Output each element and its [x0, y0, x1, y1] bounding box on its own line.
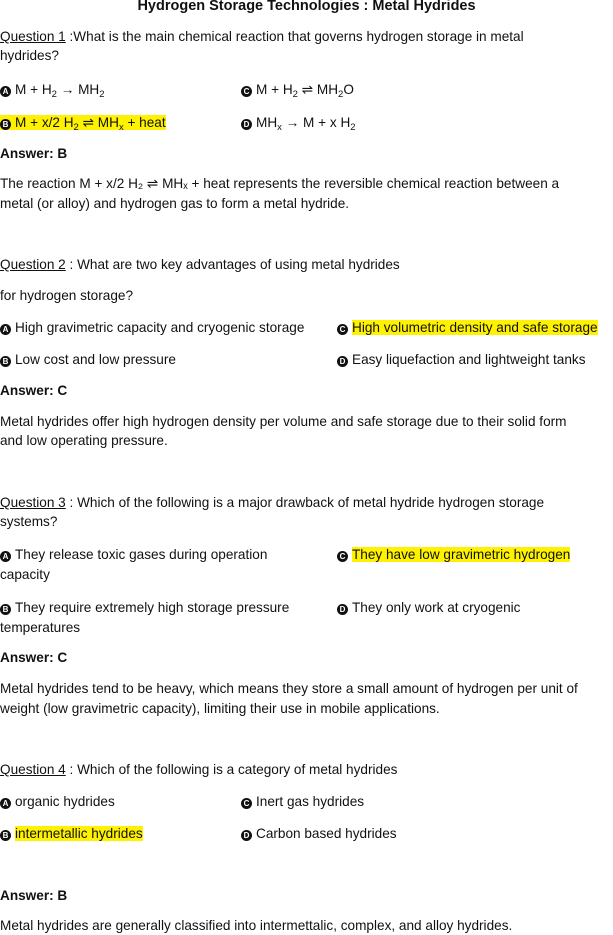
- option-b-badge-icon: B: [0, 119, 11, 130]
- question-1-text-cont: hydrides?: [0, 48, 59, 63]
- q1-option-d: D $MH_x \to M + x$ $H_2$: [241, 114, 356, 132]
- question-3-label: Question 3: [0, 495, 66, 510]
- option-d-badge-icon: D: [241, 830, 252, 841]
- option-b-badge-icon: B: [0, 356, 11, 367]
- q3-answer: Answer: C: [0, 650, 68, 665]
- option-d-badge-icon: D: [241, 119, 252, 130]
- q1-explanation-line1: The reaction M + x/2 H₂ ⇌ MHₓ + heat represents the reversible chemical reaction between a: [0, 176, 560, 191]
- q3-option-a: [0, 546, 267, 564]
- q3-option-b-cont: temperatures: [0, 620, 81, 635]
- option-b-badge-icon: B: [0, 604, 11, 615]
- q3-explanation-line2: weight (low gravimetric capacity), limiting their use in mobile applications.: [0, 701, 440, 716]
- q3-option-c: [337, 546, 570, 564]
- q3-option-a-cont: capacity: [0, 567, 50, 582]
- q2-explanation-line1: Metal hydrides offer high hydrogen density per volume and safe storage due to their solid form: [0, 414, 567, 429]
- q4-option-d: [241, 825, 397, 843]
- q1-option-b-highlight: B M + x/2 $H_2$ ⇌ $MH_x$ + heat: [0, 115, 166, 130]
- question-3-text-cont: systems?: [0, 514, 58, 529]
- q2-option-d: [337, 351, 586, 369]
- q2-option-b: [0, 351, 176, 369]
- q3-option-a-text: They release toxic gases during operation: [15, 547, 268, 562]
- q3-explanation-line1: Metal hydrides tend to be heavy, which means they store a small amount of hydrogen per unit of: [0, 681, 578, 696]
- q3-option-c-text: They have low gravimetric hydrogen: [352, 547, 571, 562]
- question-3-text: : Which of the following is a major drawback of metal hydride hydrogen storage: [65, 495, 545, 510]
- question-4-label: Question 4: [0, 762, 66, 777]
- q1-explanation-line2: metal (or alloy) and hydrogen gas to form a metal hydride.: [0, 196, 350, 211]
- q4-explanation-line1: Metal hydrides are generally classified into intermettalic, complex, and alloy hydrides.: [0, 918, 513, 933]
- q3-option-d-text: They only work at cryogenic: [352, 600, 521, 615]
- option-a-badge-icon: A: [0, 86, 11, 97]
- q1-option-c: C $M + H_2$ ⇌ $MH_2O$: [241, 81, 354, 99]
- q2-option-c: [337, 319, 598, 337]
- question-1: [0, 28, 524, 46]
- q4-answer: Answer: B: [0, 888, 68, 903]
- option-c-badge-icon: C: [241, 798, 252, 809]
- option-a-badge-icon: A: [0, 551, 11, 562]
- question-1-text: :What is the main chemical reaction that governs hydrogen storage in metal: [65, 29, 524, 44]
- q2-option-a-text: High gravimetric capacity and cryogenic storage: [15, 320, 305, 335]
- q4-option-b: [0, 825, 143, 843]
- q2-option-d-text: Easy liquefaction and lightweight tanks: [352, 352, 586, 367]
- q4-option-a-text: organic hydrides: [15, 794, 115, 809]
- q2-option-b-text: Low cost and low pressure: [15, 352, 176, 367]
- question-3: [0, 494, 544, 512]
- q2-option-a: [0, 319, 304, 337]
- q4-option-b-text: intermetallic hydrides: [15, 826, 143, 841]
- option-b-badge-icon: B: [0, 830, 11, 841]
- option-d-badge-icon: D: [337, 604, 348, 615]
- q1-option-a: A $M + H_2 \to MH_2$: [0, 81, 105, 99]
- q3-option-b: [0, 599, 289, 617]
- option-c-badge-icon: C: [337, 324, 348, 335]
- option-c-badge-icon: C: [241, 86, 252, 97]
- option-a-badge-icon: A: [0, 324, 11, 335]
- q1-answer: Answer: B: [0, 146, 68, 161]
- q2-option-c-text: High volumetric density and safe storage: [352, 320, 598, 335]
- question-2: [0, 256, 400, 274]
- option-c-badge-icon: C: [337, 551, 348, 562]
- q3-option-d: [337, 599, 520, 617]
- q4-option-c: [241, 793, 364, 811]
- question-4: [0, 761, 397, 779]
- q2-answer: Answer: C: [0, 383, 68, 398]
- page-title: Hydrogen Storage Technologies : Metal Hydrides: [137, 0, 476, 14]
- q4-option-d-text: Carbon based hydrides: [256, 826, 397, 841]
- question-2-text: : What are two key advantages of using metal hydrides: [65, 257, 400, 272]
- q2-explanation-line2: and low operating pressure.: [0, 433, 168, 448]
- option-a-badge-icon: A: [0, 798, 11, 809]
- question-1-label: Question 1: [0, 29, 66, 44]
- q1-option-b: [0, 114, 166, 132]
- q4-option-c-text: Inert gas hydrides: [256, 794, 365, 809]
- question-2-text-cont: for hydrogen storage?: [0, 288, 134, 303]
- q3-option-b-text: They require extremely high storage pressure: [15, 600, 290, 615]
- option-d-badge-icon: D: [337, 356, 348, 367]
- q4-option-a: [0, 793, 115, 811]
- question-4-text: : Which of the following is a category of metal hydrides: [65, 762, 398, 777]
- question-2-label: Question 2: [0, 257, 66, 272]
